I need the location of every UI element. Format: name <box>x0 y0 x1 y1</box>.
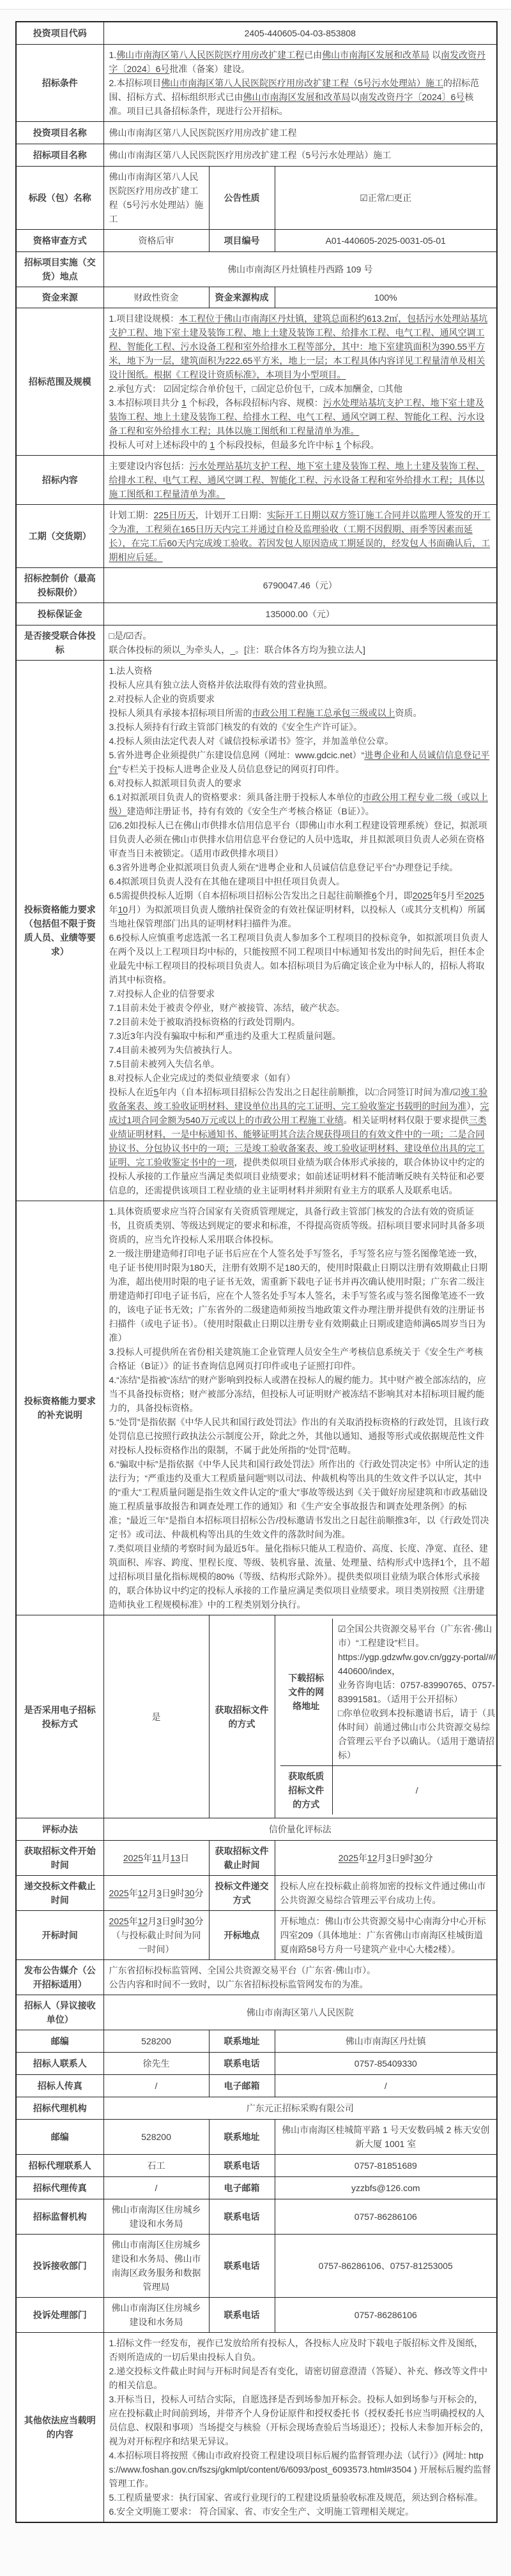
bid-opening-time-label: 开标时间 <box>16 1911 103 1960</box>
agency-phone-value: 0757-81851689 <box>275 2155 497 2177</box>
supervision-value: 佛山市南海区住房城乡建设和水务局 <box>103 2199 209 2235</box>
control-price-label: 招标控制价（最高投标限价） <box>16 568 103 603</box>
funding-composition-label: 资金来源构成 <box>209 287 275 308</box>
funding-composition-value: 100% <box>275 287 497 308</box>
bid-bond-value: 135000.00（元） <box>103 603 497 625</box>
submission-method-value: 投标人应在投标截止前将加密的投标文件通过佛山市公共资源交易综合管理云平台成功上传。 <box>275 1876 497 1911</box>
other-content-label: 其他依法应当载明的内容 <box>16 2333 103 2523</box>
evaluation-method-value: 信价量化评标法 <box>103 1818 497 1841</box>
obtain-start-label: 获取招标文件开始时间 <box>16 1841 103 1876</box>
agency-postcode-label: 邮编 <box>16 2120 103 2155</box>
supplementary-notes-content: 1.具体资质要求应当符合国家有关资质管理规定，具备行政主管部门核发的合法有效的资质证书，且资质类别、等级达到规定的要求和标准，不得提高资质等级。招标项目要求同时具备多项资质的，应当允许投标人采用联合体投标。 2.一级注册建造师打印电子证书后应在个人签名处手写签名，手写签名应与签名图像笔迹一致，电子证书使用时限为180天，注册有效期不足180天的，使用时限截止日期以注册有效期截止日期为准，超出使用时限的电子证书无效，需重新下载电子证书并再次确认使用时限；广东省二级注册建造师打印电子证书后，应在个人签名处手写本人签名，未手写签名或与签名图像笔迹不一致的，该电子证书无效；广东省外的二级建造师须按当地政策文件办理注册并提供有效的注册证书扫描件（或电子证书）。（使用时限截止日期以注册专业有效期截止日期或建造师满65周岁当日为准） 3.投标人可提供所在省份相关建筑施工企业管理人员安全生产考核信息系统关于《安全生产考核合格证（B证）》的证书查询信息网页打印件或电子证照打印件。 4.“冻结”是指被“冻结”的财产影响到投标人或潜在投标人的履约能力。其中财产被全部冻结的，应当不具备投标资格；财产被部分冻结，但投标人可证明财产被冻结不影响其对本招标项目履约能力的，具备投标资格。 5.“处罚”是指依据《中华人民共和国行政处罚法》作出的有关取消投标资格的行政处罚，且该行政处罚信息已按照行政执法公示制度公开，除此之外，其他以通知、通报等形式或依据规范性文件对投标人投标资格作出的限制，不属于此处所指的“处罚”范畴。 6.“骗取中标”是指依据《中华人民共和国行政处罚法》所作出的《行政处罚决定书》中所认定的违法行为；“严重违约及重大工程质量问题”则以司法、仲裁机构等出具的生效文件予以认定，其中的“重大”工程质量问题是指生效文件认定的“重大”事故等级达到《关于做好房屋建筑和市政基础设施工程质量事故报告和调查处理工作的通知》和《生产安全事故报告和调查处理条例》的标准；“最近三年”是指自本招标项目招标公告/投标邀请书发出之日起往前顺推3年，以《行政处罚决定书》或司法、仲裁机构等出具的生效文件的落款时间为准。 7.类似项目业绩的考察时间为最近5年。量化指标只能从工程造价、高度、长度、净宽、直径、建筑面积、库容、跨度、里程长度、等级、装机容量、流量、处理量、结构形式中选择1个，且不超过招标项目量化指标规模的80%（等级、结构形式除外）。提供类似项目业绩为联合体形式承接的，联合体协议中约定的投标人承接的工作量应满足类似项目业绩要求。项目类别按照《注册建造师执业工程规模标准》中的工程类别划分执行。 <box>103 1201 497 1615</box>
row-agency <box>16 2097 497 2120</box>
complaint-handling-phone-value: 0757-86286106 <box>275 2298 497 2333</box>
obtain-documents-label: 获取招标文件的方式 <box>209 1615 275 1818</box>
row-tenderer-contact <box>16 2053 497 2075</box>
row-tenderer-postcode <box>16 2030 497 2053</box>
tender-conditions-label: 招标条件 <box>16 45 103 122</box>
tenderer-phone-value: 0757-85409330 <box>275 2053 497 2075</box>
section-package-value: 佛山市南海区第八人民医院医疗用房改扩建工程（5号污水处理站）施工 <box>103 167 209 230</box>
consortium-label: 是否接受联合体投标 <box>16 625 103 661</box>
tender-name-label: 招标项目名称 <box>16 144 103 167</box>
supervision-phone-value: 0757-86286106 <box>275 2199 497 2235</box>
tender-conditions-content: 1.佛山市南海区第八人民医院医疗用房改扩建工程已由佛山市南海区发展和改革局 以南发改资丹字〔2024〕6号批准（备案）建设。 2.本招标项目佛山市南海区第八人民医院医疗用房改扩建工程（5号污水处理站）施工的招标范围、招标方式、招标组织形式已由佛山市南海区发展和改革局以南发改资丹字〔2024〕6号核准。项目已具备招标条件，现进行公开招标。 <box>103 45 497 122</box>
other-content-content: 1.招标文件一经发布，视作已发放给所有投标人，各投标人应及时下载电子版招标文件及图纸，否则所造成的一切后果由投标人自负。 2.递交投标文件截止时间与开标时间是否有变化，请密切留意澄清（答疑）、补充、修改等文件中的相关信息。 3.开标当日，投标人可结合实际，自愿选择是否到场参加开标会。投标人如到场参与开标会的，应在投标截止时间前到场，并带齐个人身份证原件和授权委托书（授权委托书应当明确授权的人员信息、权限和事项）当场提交与核验（开标会现场查验后当场退还）；投标人未参加开标会的，视为对开标程序和结果无异议。 4.本招标项目将按照《佛山市政府投资工程建设项目标后履约监督管理办法（试行）》(网址: https://www.foshan.gov.cn/fszsj/gkmlpt/content/6/6093/post_6093573.html#3504 ) 开展标后履约监督管理工作。 5.工程质量要求：执行国家、省或行业现行的工程建设质量验收标准及规范，须达到合格标准。 6.安全文明施工要求： 符合国家、省、市安全生产、文明施工管理相关规定。 <box>103 2333 497 2523</box>
scope-content: 1.项目建设规模：本工程位于佛山市南海区丹灶镇，建筑总面积约613.2㎡，包括污水处理站基坑支护工程、地下室土建及装饰工程、地上土建及装饰工程、给排水工程、电气工程、通风空调工程、智能化工程、污水设备工程和室外给排水工程等部分，其中：地下室建筑面积为390.55平方米，地下为一层，建筑面积为222.65平方米，地上一层；本工程具体内容详见工程量清单及相关设计图纸。根据《工程设计资质标准》，本项目为小型项目。 2.承包方式： ☑固定综合单价包干，□固定总价包干，□成本加酬金，□其他 3.本招标项目共分 1 个标段，各标段招标内容、规模：污水处理站基坑支护工程、地下室土建及装饰工程、地上土建及装饰工程、给排水工程、电气工程、通风空调工程、智能化工程、污水设备工程和室外给排水工程；具体以施工图纸和工程量清单为准。 投标人可对上述标段中的 1 个标段投标，但最多允许中标 1 个标段。 <box>103 308 497 456</box>
complaint-handling-label: 投诉处理部门 <box>16 2298 103 2333</box>
row-other-content <box>16 2333 497 2523</box>
row-funding <box>16 287 497 308</box>
submission-deadline-value: 2025年12月3日9时30分 <box>103 1876 209 1911</box>
section-package-label: 标段（包）名称 <box>16 167 103 230</box>
tenderer-postcode-value: 528200 <box>103 2030 209 2053</box>
row-tender-conditions <box>16 45 497 122</box>
project-number-label: 项目编号 <box>209 230 275 252</box>
submission-deadline-label: 递交投标文件截止时间 <box>16 1876 103 1911</box>
bid-opening-time-value: 2025年12月3日9时30分（与投标截止时间为同一时间） <box>103 1911 209 1960</box>
agency-email-value: yzzbfs@126.com <box>275 2177 497 2199</box>
agency-postcode-value: 528200 <box>103 2120 209 2155</box>
complaint-receiving-phone-label: 联系电话 <box>209 2235 275 2298</box>
investment-name-label: 投资项目名称 <box>16 122 103 144</box>
supplementary-notes-label: 投标资格能力要求的补充说明 <box>16 1201 103 1615</box>
row-consortium <box>16 625 497 661</box>
obtain-documents-cell <box>275 1615 497 1818</box>
agency-contact-label: 招标代理联系人 <box>16 2155 103 2177</box>
row-bid-opening <box>16 1911 497 1960</box>
location-value: 佛山市南海区丹灶镇桂丹西路 109 号 <box>103 252 497 287</box>
row-supplementary-notes <box>16 1201 497 1615</box>
row-qualification-requirements <box>16 661 497 1201</box>
row-qualification-review <box>16 230 497 252</box>
complaint-handling-phone-label: 联系电话 <box>209 2298 275 2333</box>
row-tenderer <box>16 1995 497 2030</box>
investment-code-label: 投资项目代码 <box>16 22 103 45</box>
evaluation-method-label: 评标办法 <box>16 1818 103 1841</box>
e-bidding-label: 是否采用电子招标投标方式 <box>16 1615 103 1818</box>
row-evaluation-method <box>16 1818 497 1841</box>
announcement-media-label: 发布公告媒介（公开招标适用） <box>16 1960 103 1995</box>
qualification-review-value: 资格后审 <box>103 230 209 252</box>
supervision-phone-label: 联系电话 <box>209 2199 275 2235</box>
row-section-package <box>16 167 497 230</box>
bid-opening-place-value: 开标地点：佛山市公共资源交易中心南海分中心开标四室209（具体地址：广东省佛山市南海区桂城街道夏南路58号方舟一号建筑产业中心大楼2楼）。 <box>275 1911 497 1960</box>
complaint-receiving-phone-value: 0757-86286106、0757-81253005 <box>275 2235 497 2298</box>
funding-label: 资金来源 <box>16 287 103 308</box>
row-supervision <box>16 2199 497 2235</box>
row-agency-postcode <box>16 2120 497 2155</box>
obtain-documents-inner-table <box>280 1619 501 1815</box>
scope-label: 招标范围及规模 <box>16 308 103 456</box>
page-bottom-spacer <box>0 2523 511 2542</box>
row-investment-code <box>16 22 497 45</box>
row-agency-fax <box>16 2177 497 2199</box>
tender-name-value: 佛山市南海区第八人民医院医疗用房改扩建工程（5号污水处理站）施工 <box>103 144 497 167</box>
agency-phone-label: 联系电话 <box>209 2155 275 2177</box>
e-bidding-value: 是 <box>103 1615 209 1818</box>
row-duration <box>16 505 497 568</box>
agency-address-value: 佛山市南海区桂城简平路 1 号天安数码城 2 栋天安创新大厦 1001 室 <box>275 2120 497 2155</box>
tenderer-fax-value: / <box>103 2075 209 2097</box>
row-download-address <box>280 1619 501 1766</box>
row-obtain-time <box>16 1841 497 1876</box>
page-top-bar <box>0 0 511 10</box>
investment-name-value: 佛山市南海区第八人民医院医疗用房改扩建工程 <box>103 122 497 144</box>
investment-code-value: 2405-440605-04-03-853808 <box>103 22 497 45</box>
obtain-end-value: 2025年12月3日9时30分 <box>275 1841 497 1876</box>
row-scope <box>16 308 497 456</box>
agency-fax-value: / <box>103 2177 209 2199</box>
announcement-media-content: 广东省招标投标监管网、全国公共资源交易平台（广东省·佛山市）。 公告内容和时间不一致时，以广东省招标投标监管网发布的为准。 <box>103 1960 497 1995</box>
consortium-content: □是/☑否。 联合体投标的须以_为牵头人，_。[注：联合体各方均为独立法人] <box>103 625 497 661</box>
agency-email-label: 电子邮箱 <box>209 2177 275 2199</box>
row-tenderer-fax <box>16 2075 497 2097</box>
bid-bond-label: 投标保证金 <box>16 603 103 625</box>
qualification-review-label: 资格审查方式 <box>16 230 103 252</box>
tenderer-value: 佛山市南海区第八人民医院 <box>103 1995 497 2030</box>
agency-contact-value: 石工 <box>103 2155 209 2177</box>
row-tender-name <box>16 144 497 167</box>
obtain-start-value: 2025年11月13日 <box>103 1841 209 1876</box>
tender-announcement-table <box>15 21 498 2523</box>
row-announcement-media <box>16 1960 497 1995</box>
tenderer-contact-label: 招标人联系人 <box>16 2053 103 2075</box>
bid-opening-place-label: 开标地点 <box>209 1911 275 1960</box>
tenderer-contact-value: 徐先生 <box>103 2053 209 2075</box>
row-location <box>16 252 497 287</box>
agency-fax-label: 招标代理传真 <box>16 2177 103 2199</box>
agency-address-label: 联系地址 <box>209 2120 275 2155</box>
complaint-receiving-label: 投诉接收部门 <box>16 2235 103 2298</box>
project-number-value: A01-440605-2025-0031-05-01 <box>275 230 497 252</box>
row-paper-documents <box>280 1766 501 1815</box>
notice-nature-value: ☑正常/□更正 <box>275 167 497 230</box>
tenderer-address-value: 佛山市南海区丹灶镇 <box>275 2030 497 2053</box>
supervision-label: 招标监督机构 <box>16 2199 103 2235</box>
row-e-bidding <box>16 1615 497 1818</box>
row-control-price <box>16 568 497 603</box>
qualification-requirements-label: 投标资格能力要求（包括但不限于资质人员、业绩等要求） <box>16 661 103 1201</box>
row-submission <box>16 1876 497 1911</box>
tenderer-address-label: 联系地址 <box>209 2030 275 2053</box>
row-complaint-handling <box>16 2298 497 2333</box>
complaint-receiving-value: 佛山市南海区住房城乡建设和水务局、佛山市南海区政务服务和数据管理局 <box>103 2235 209 2298</box>
tender-content-content: 主要建设内容包括：污水处理站基坑支护工程、地下室土建及装饰工程、地上土建及装饰工程、给排水工程、电气工程、通风空调工程、智能化工程、污水设备工程和室外给排水工程；具体以施工图纸和工程量清单为准。 <box>103 456 497 505</box>
row-tender-content <box>16 456 497 505</box>
agency-label: 招标代理机构 <box>16 2097 103 2120</box>
qualification-requirements-content: 1.法人资格 投标人应具有独立法人资格并依法取得有效的营业执照。 2.对投标人企业的资质要求 投标人须具有承接本招标项目所需的市政公用工程施工总承包三级或以上资质。 3.投标人须持有行政主管部门核发的有效的《安全生产许可证》。 4.投标人须由法定代表人对《诚信投标承诺书》签字，并加盖单位公章。 5.省外进粤企业须提供广东建设信息网（网址：www.gdcic.net）“进粤企业和人员诚信信息登记平台”专栏关于投标人进粤企业及人员信息登记的网页打印件。 6.对投标人拟派项目负责人的要求 6.1对拟派项目负责人的资格要求：须具备注册于投标人本单位的市政公用工程专业二级（或以上级）建造师注册证书，持有有效的《安全生产考核合格证（B证）》。 ☑6.2如投标人已在佛山市供排水信用信息平台（即佛山市水利工程建设管理系统）登记，拟派项目负责人必须在佛山市供排水信用信息平台登记的人员中选取，并且拟派项目负责人必须在资格审查当日未被锁定。（适用市政供排水项目） 6.3省外进粤企业拟派项目负责人须在“进粤企业和人员诚信信息登记平台”办理登记手续。 6.4拟派项目负责人没有在其他在建项目中担任项目负责人。 6.5需提供投标人近期（自本招标项目招标公告发出之日起往前顺推6个月，即2025年5月至2025年10月）为拟派项目负责人缴纳社保资金的有效社保证明材料，以投标人（或其分支机构）所属当地社保管理部门出具的证明材料扫描件为准。 6.6投标人应慎重考虑选派一名工程项目负责人参加多个工程项目的投标竞争，如拟派项目负责人在两个及以上工程项目均中标的，只能按照不同工程项目中标通知书发出的时间先后，担任本企业最先中标工程项目的投标项目负责人。如本招标项目为后确定该企业为中标人的，招标人将取消其中标资格。 7.对投标人企业的信誉要求 7.1目前未处于被责令停业，财产被接管、冻结，破产状态。 7.2目前未处于被取消投标资格的行政处罚期内。 7.3近3年内没有骗取中标和严重违约及重大工程质量问题。 7.4目前未被列为失信被执行人。 7.5目前未被列入失信名单。 8.对投标人企业完成过的类似业绩要求（如有） 投标人在近5年内（自本招标项目招标公告发出之日起往前顺推，以□合同签订时间为准/☑竣工验收备案表、竣工验收证明材料、建设单位出具的完工证明、完工验收鉴定书载明的时间为准），完成过1项合同金额为540万元或以上的市政公用工程施工业绩。相关证明材料仅限于要求提供三类业绩证明材料，一是中标通知书、能够证明其合法合规获得项目的有效文件中的一项；二是合同协议书、分包协议书中的一项；三是竣工验收备案表、竣工验收证明材料、建设单位出具的完工证明、完工验收鉴定书中的一项，提供类似项目业绩为联合体形式承接的，联合体协议中约定的投标人承接的工作量应当满足类似项目业绩要求；如前述证明材料不能清晰反映有关特征和必要信息的，还需提供该项目工程业绩的业主证明材料并须附有业主方的联系人及联系电话。 <box>103 661 497 1201</box>
row-agency-contact <box>16 2155 497 2177</box>
tenderer-email-label: 电子邮箱 <box>209 2075 275 2097</box>
tender-content-label: 招标内容 <box>16 456 103 505</box>
download-address-content: ☑全国公共资源交易平台（广东省·佛山市）“工程建设”栏目。 https://ygp.gdzwfw.gov.cn/ggzy-portal/#/440600/index， 业务咨询电话：0757-83990765、0757-83991581。（适用于公开招标） □你单位收到本投标邀请书后，请于（具体时间）前通过佛山市公共资源交易综合管理云平台予以确认。（适用于邀请招标） <box>333 1619 501 1766</box>
download-address-label: 下载招标文件的网络地址 <box>280 1619 333 1766</box>
tenderer-label: 招标人（异议接收单位） <box>16 1995 103 2030</box>
submission-method-label: 投标文件递交方式 <box>209 1876 275 1911</box>
complaint-handling-value: 佛山市南海区住房城乡建设和水务局 <box>103 2298 209 2333</box>
row-complaint-receiving <box>16 2235 497 2298</box>
row-bid-bond <box>16 603 497 625</box>
duration-label: 工期（交货期） <box>16 505 103 568</box>
tenderer-email-value: / <box>275 2075 497 2097</box>
tenderer-fax-label: 招标人传真 <box>16 2075 103 2097</box>
duration-content: 计划工期：225日历天，计划开工日期：实际开工日期以双方签订施工合同并以监理人签发的开工令为准，工程须在165日历天内完工并通过自检及监理验收（工期不因假期、雨季等因素而延长），在完工后60天内完成竣工验收。若因发包人原因造成工期延误的，经发包人书面确认后，工期相应后延。 <box>103 505 497 568</box>
funding-value: 财政性资金 <box>103 287 209 308</box>
control-price-value: 6790047.46（元） <box>103 568 497 603</box>
paper-documents-value: / <box>333 1766 501 1815</box>
obtain-end-label: 获取招标文件截止时间 <box>209 1841 275 1876</box>
tenderer-phone-label: 联系电话 <box>209 2053 275 2075</box>
notice-nature-label: 公告性质 <box>209 167 275 230</box>
location-label: 招标项目实施（交货）地点 <box>16 252 103 287</box>
paper-documents-label: 获取纸质招标文件的方式 <box>280 1766 333 1815</box>
agency-value: 广东元正招标采购有限公司 <box>103 2097 497 2120</box>
tenderer-postcode-label: 邮编 <box>16 2030 103 2053</box>
row-investment-name <box>16 122 497 144</box>
